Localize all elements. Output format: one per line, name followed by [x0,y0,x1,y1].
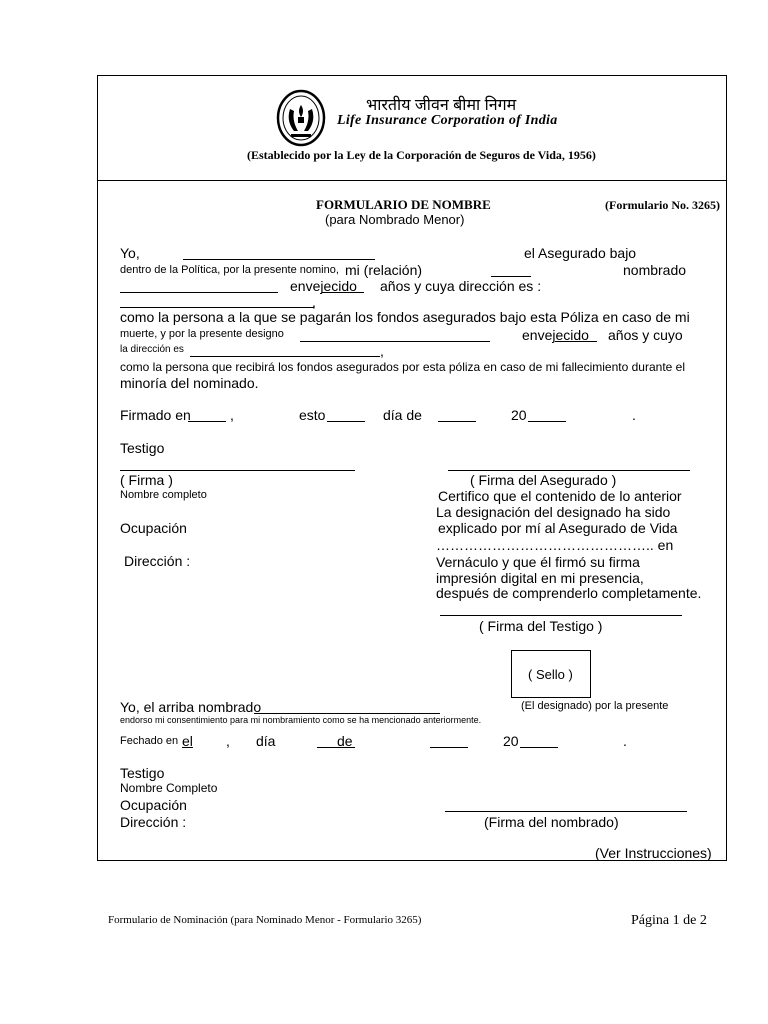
asegurado-bajo-label: el Asegurado bajo [524,245,637,261]
form-subtitle: (para Nombrado Menor) [325,212,465,227]
dia-label: día [256,733,276,749]
nombre-completo-label-1: Nombre completo [120,489,207,501]
witness2-signature-line[interactable] [440,615,682,616]
firma-label: ( Firma ) [120,472,173,488]
la-direccion-label: la dirección es [120,344,184,355]
endorso-text: endorso mi consentimiento para mi nombramiento como se ha mencionado anteriormente. [120,715,482,725]
yo-arriba-label: Yo, el arriba nombrado [120,699,262,715]
year-prefix-1: 20 [511,407,527,423]
age-blank-1[interactable] [322,292,364,293]
hindi-name: भारतीय जीवन बीमा निगम [366,97,517,114]
relacion-label: mi (relación) [345,262,423,278]
cuya-direccion-label: años y cuya dirección es : [380,278,542,294]
certifico-line-7: después de comprenderlo completamente. [436,585,702,601]
el-designado-label: (El designado) por la presente [521,700,669,712]
yo-label: Yo, [120,245,140,261]
envejecido-label-1: envejecido [290,278,357,294]
muerte-designo-text: muerte, y por la presente designo [120,328,284,340]
year-prefix-2: 20 [503,733,519,749]
relacion-blank[interactable] [491,276,531,277]
appointee-name-blank[interactable] [300,341,490,342]
nominee-acceptance-blank[interactable] [254,713,440,714]
period-1: . [632,407,636,423]
como-persona-text-1: como la persona a la que se pagarán los fondos asegurados bajo esta Póliza en caso de mi [120,309,690,325]
firmado-en-label: Firmado en [120,407,191,423]
dentro-politica-label: dentro de la Política, por la presente nomino, [120,264,339,276]
page-number: Página 1 de 2 [631,913,707,928]
certifico-line-2: La designación del designado ha sido [436,504,671,520]
insured-name-blank[interactable] [183,259,375,260]
dia-de-label: día de [383,407,422,423]
header-divider [97,180,727,181]
testigo-label-1: Testigo [120,440,165,456]
el-label: el [182,733,193,749]
ver-instrucciones-label: (Ver Instrucciones) [595,845,712,861]
comma-4: , [226,733,230,749]
firma-nombrado-label: (Firma del nombrado) [484,814,619,830]
nombre-completo-label-2: Nombre Completo [120,781,218,795]
established-note: (Establecido por la Ley de la Corporación de Seguros de Vida, 1956) [247,148,596,162]
esto-label: esto [299,407,326,423]
certifico-line-5: Vernáculo y que él firmó su firma [436,554,640,570]
comma-1: , [312,294,316,310]
form-number: (Formulario No. 3265) [605,198,720,212]
certifico-line-1: Certifico que el contenido de lo anterior [438,488,682,504]
month-blank-2[interactable] [430,747,468,748]
period-2: . [623,733,627,749]
firma-testigo-label: ( Firma del Testigo ) [479,618,603,634]
witness-signature-line[interactable] [120,470,355,471]
direccion-label-1: Dirección : [124,553,191,569]
testigo-label-2: Testigo [120,765,165,781]
english-name: Life Insurance Corporation of India [337,113,558,128]
insured-signature-line[interactable] [448,470,690,471]
como-persona-text-2: como la persona que recibirá los fondos asegurados por esta póliza en caso de mi fallecimiento durante el [120,360,685,374]
comma-2: , [380,343,384,359]
nombrado-label: nombrado [623,262,687,278]
place-blank[interactable] [188,421,226,422]
footer-form-name: Formulario de Nominación (para Nominado Menor - Formulario 3265) [108,914,422,926]
month-blank-1[interactable] [438,421,476,422]
age-blank-2[interactable] [555,341,597,342]
de-label: de [337,733,353,749]
nominee-name-blank[interactable] [120,292,278,293]
year-blank-1[interactable] [528,421,566,422]
minoria-text: minoría del nominado. [120,375,259,391]
fechado-en-label: Fechado en [120,735,179,747]
appointee-address-blank[interactable] [190,356,380,357]
year-blank-2[interactable] [520,747,558,748]
ocupacion-label-1: Ocupación [120,520,187,536]
sello-label: ( Sello ) [528,667,573,682]
envejecido-label-2: envejecido [522,327,589,343]
certifico-line-4: ……………………………………….. en [436,537,674,553]
lic-logo [276,89,326,147]
anos-cuyo-label: años y cuyo [608,327,683,343]
direccion-label-2: Dirección : [120,814,187,830]
day-blank-1[interactable] [327,421,365,422]
certifico-line-3: explicado por mí al Asegurado de Vida [438,520,678,536]
certifico-line-6: impresión digital en mi presencia, [436,570,644,586]
ocupacion-label-2: Ocupación [120,797,187,813]
nominee-signature-line[interactable] [445,811,687,812]
comma-3: , [230,407,234,423]
firma-asegurado-label: ( Firma del Asegurado ) [470,472,617,488]
form-title: FORMULARIO DE NOMBRE [316,197,491,212]
nominee-address-blank[interactable] [120,307,314,308]
